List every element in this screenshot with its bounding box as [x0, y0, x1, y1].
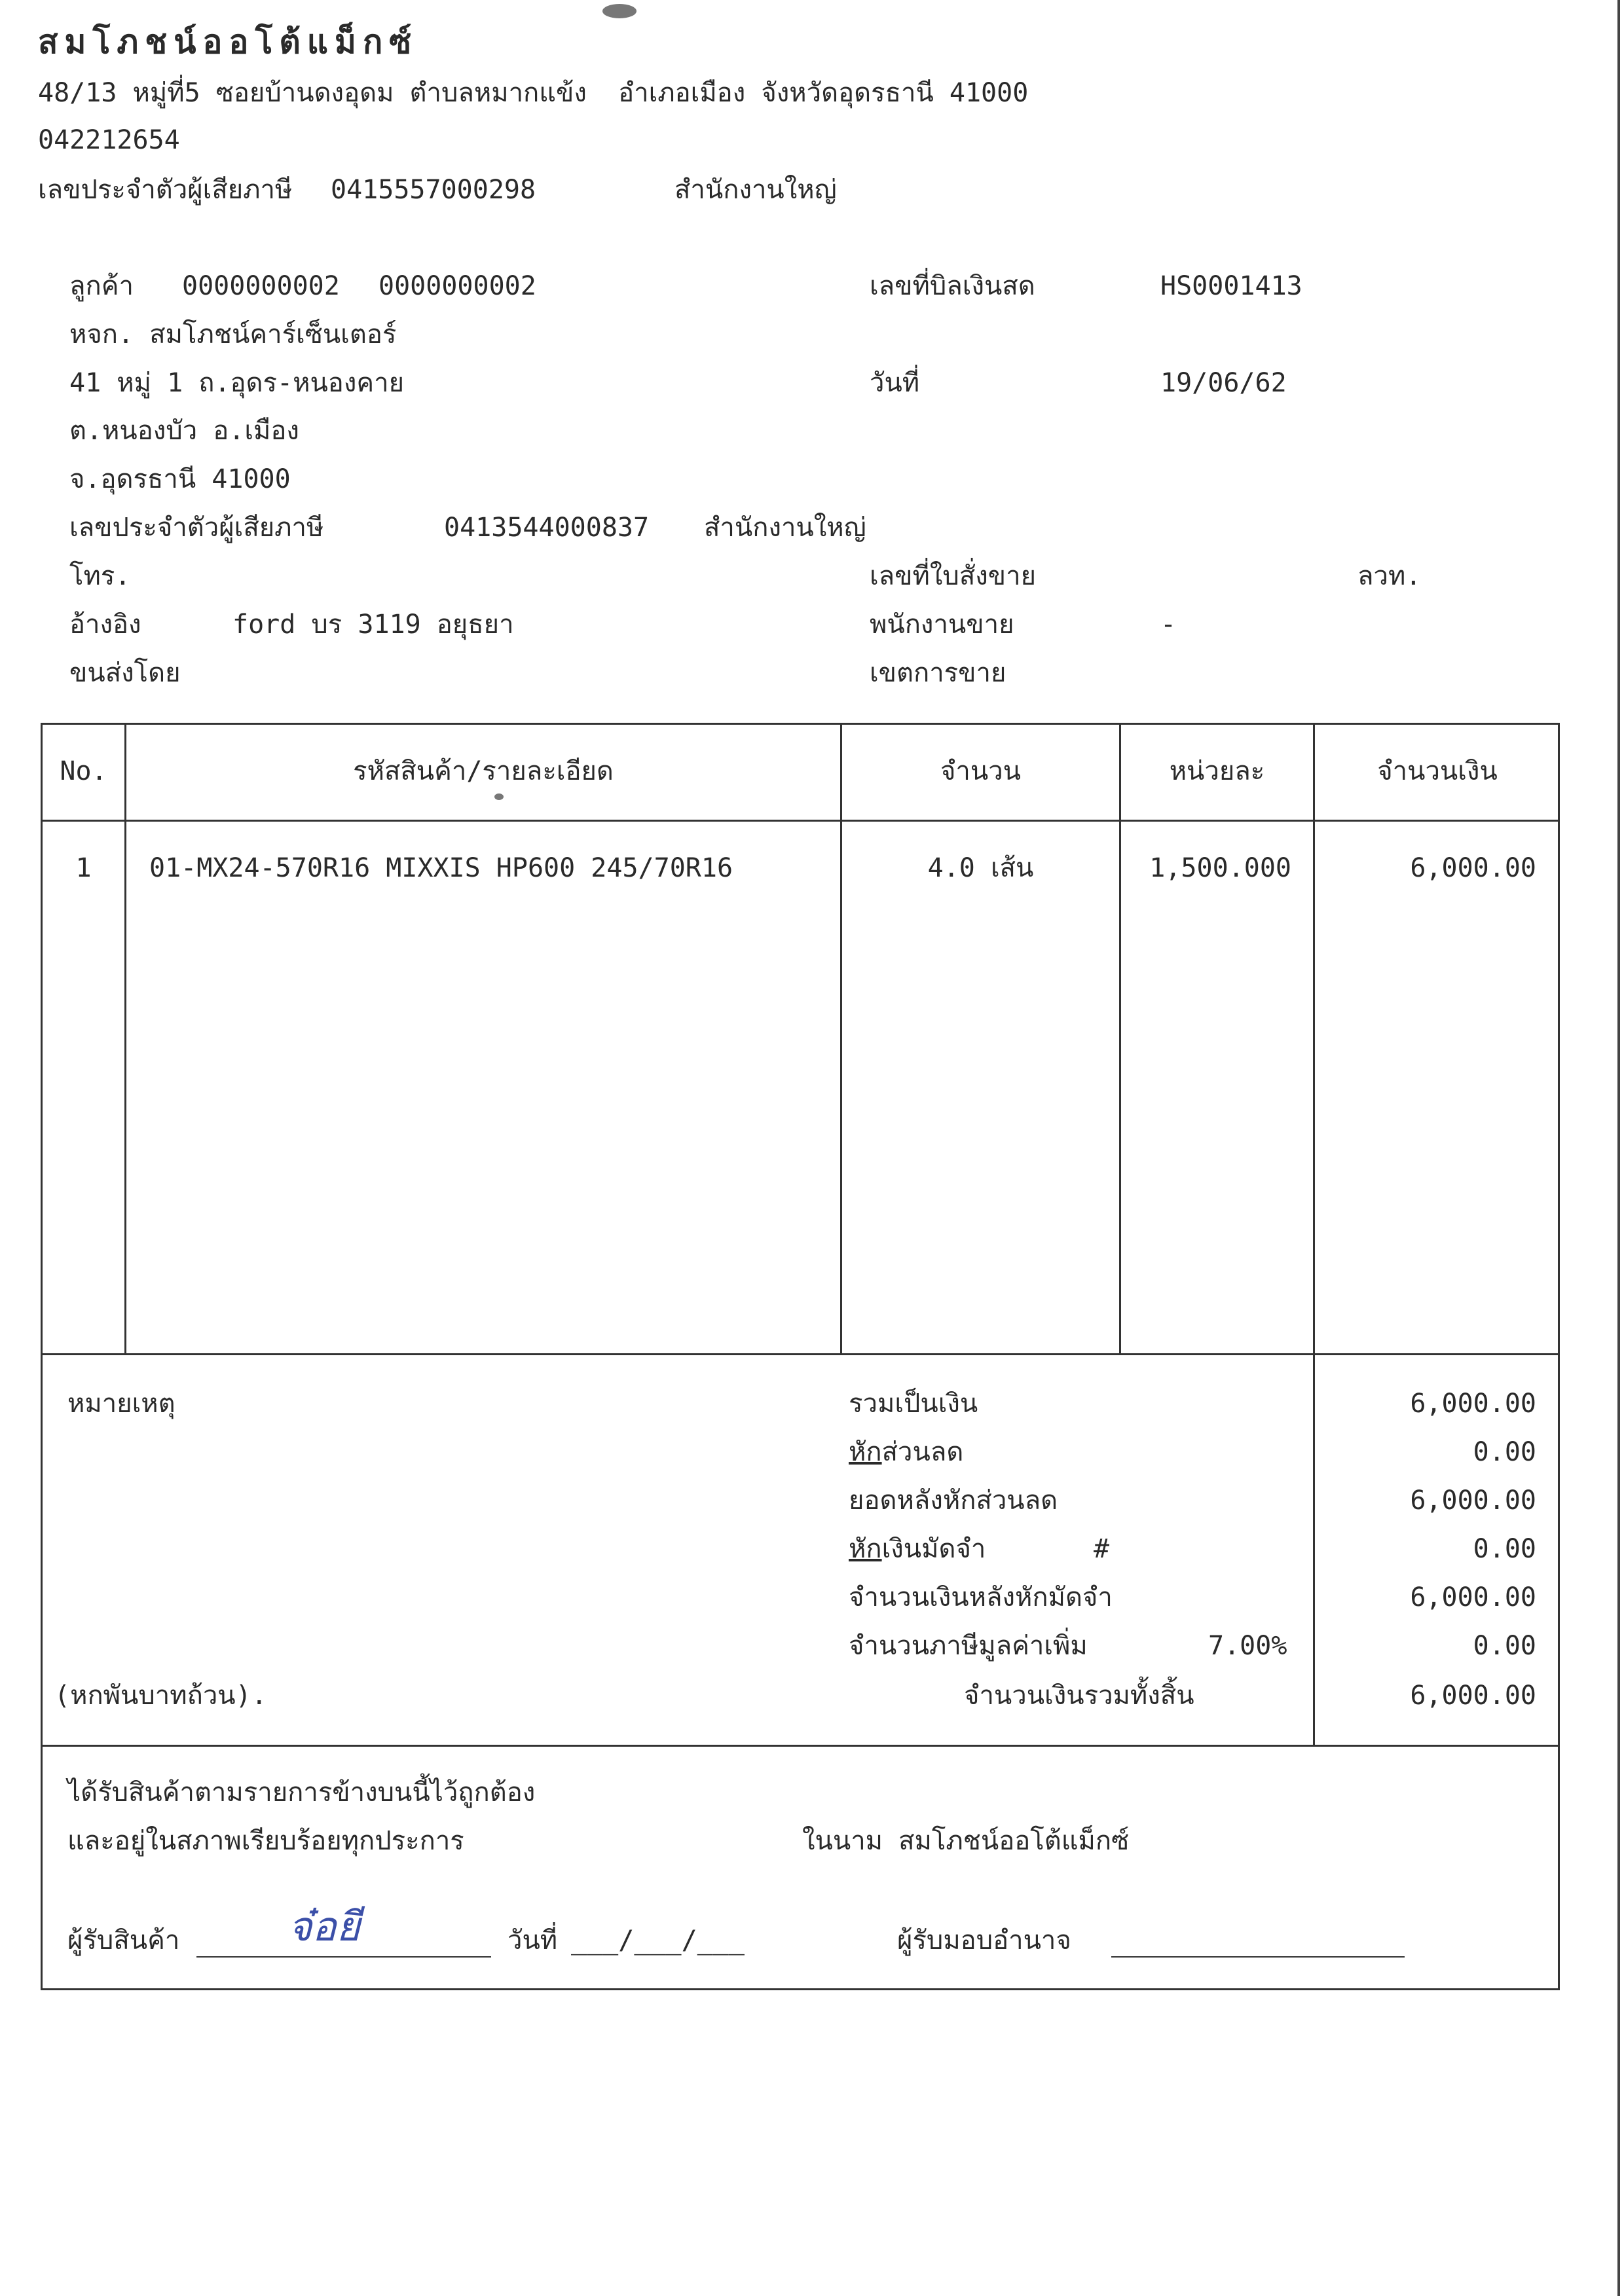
- company-address: 48/13 หมู่ที่5 ซอยบ้านดงอุดม ตำบลหมากแข้ง อำเภอเมือง จังหวัดอุดรธานี 41000: [38, 78, 1029, 108]
- amount-in-words: (หกพันบาทถ้วน).: [54, 1681, 267, 1711]
- received-statement-2: และอยู่ในสภาพเรียบร้อยทุกประการ: [67, 1826, 464, 1856]
- deposit-value: 0.00: [1473, 1534, 1536, 1564]
- bill-no-value: HS0001413: [1160, 271, 1302, 301]
- receiver-label: ผู้รับสินค้า: [67, 1925, 180, 1956]
- footer-bottom-border: [41, 1988, 1560, 1990]
- reference-label: อ้างอิง: [69, 610, 141, 640]
- header-description: รหัสสินค้า/รายละเอียด: [353, 756, 614, 786]
- subtotal-value: 6,000.00: [1410, 1389, 1536, 1419]
- bill-date-label: วันที่: [870, 368, 920, 398]
- customer-code-2: 0000000002: [378, 271, 536, 301]
- customer-tax-id: 0413544000837: [444, 513, 650, 543]
- customer-address-1: 41 หมู่ 1 ถ.อุดร-หนองคาย: [69, 368, 405, 398]
- vat-rate: 7.00%: [1208, 1631, 1287, 1661]
- customer-code-1: 0000000002: [182, 271, 340, 301]
- subtotal-label: รวมเป็นเงิน: [849, 1389, 978, 1419]
- deposit-mark: #: [1094, 1534, 1110, 1564]
- row-no: 1: [75, 853, 92, 883]
- sales-area-label: เขตการขาย: [870, 658, 1006, 688]
- column-divider: [1313, 723, 1315, 1355]
- footer-left-border: [41, 1745, 43, 1990]
- summary-right-border: [1558, 1354, 1560, 1747]
- after-discount-label: ยอดหลังหักส่วนลด: [849, 1485, 1058, 1516]
- header-quantity: จำนวน: [940, 756, 1022, 786]
- bill-no-label: เลขที่บิลเงินสด: [870, 271, 1035, 301]
- scan-mark: [602, 4, 637, 18]
- on-behalf-of: ในนาม สมโภชน์ออโต้แม็กซ์: [802, 1826, 1130, 1856]
- company-branch: สำนักงานใหญ่: [674, 175, 837, 205]
- grand-total-label: จำนวนเงินรวมทั้งสิ้น: [964, 1681, 1194, 1711]
- discount-label: หักส่วนลด: [849, 1437, 964, 1467]
- note-label: หมายเหตุ: [67, 1389, 175, 1419]
- company-tax-id: 0415557000298: [331, 175, 536, 205]
- column-divider: [840, 723, 842, 1355]
- column-divider: [1119, 723, 1121, 1355]
- row-description: 01-MX24-570R16 MIXXIS HP600 245/70R16: [149, 853, 733, 883]
- row-unit-price: 1,500.000: [1149, 853, 1291, 883]
- vat-value: 0.00: [1473, 1631, 1536, 1661]
- after-discount-value: 6,000.00: [1410, 1485, 1536, 1516]
- row-amount: 6,000.00: [1410, 853, 1536, 883]
- sales-order-label: เลขที่ใบสั่งขาย: [870, 561, 1037, 591]
- scan-page-edge: [1617, 0, 1620, 2296]
- table-header-divider: [41, 820, 1560, 822]
- reference-value: ford บร 3119 อยุธยา: [232, 610, 514, 640]
- company-phone: 042212654: [38, 125, 180, 155]
- customer-address-3: จ.อุดรธานี 41000: [69, 464, 291, 494]
- items-table: [41, 723, 1560, 1355]
- phone-label: โทร.: [69, 561, 131, 591]
- after-deposit-value: 6,000.00: [1410, 1582, 1536, 1613]
- company-tax-label: เลขประจำตัวผู้เสียภาษี: [38, 175, 293, 205]
- vat-label: จำนวนภาษีมูลค่าเพิ่ม: [849, 1631, 1088, 1661]
- customer-tax-label: เลขประจำตัวผู้เสียภาษี: [69, 513, 324, 543]
- authorized-signature-line: [1111, 1956, 1405, 1958]
- header-unit-price: หน่วยละ: [1169, 756, 1265, 786]
- salesperson-label: พนักงานขาย: [870, 610, 1014, 640]
- receipt-date-blank: ___/___/___: [571, 1925, 745, 1956]
- column-divider: [124, 723, 126, 1355]
- deduct-prefix: หัก: [849, 1534, 882, 1564]
- summary-bottom-border: [41, 1745, 1560, 1747]
- authorized-label: ผู้รับมอบอำนาจ: [897, 1925, 1071, 1956]
- receiver-signature-line: [196, 1956, 491, 1958]
- discount-value: 0.00: [1473, 1437, 1536, 1467]
- header-amount: จำนวนเงิน: [1377, 756, 1498, 786]
- receiver-signature: จ๋อยี: [288, 1903, 360, 1950]
- customer-address-2: ต.หนองบัว อ.เมือง: [69, 416, 299, 446]
- sales-order-value: ลวท.: [1357, 561, 1422, 591]
- customer-label: ลูกค้า: [69, 271, 134, 301]
- scan-speck: [494, 793, 504, 800]
- shipping-label: ขนส่งโดย: [69, 658, 181, 688]
- received-statement-1: ได้รับสินค้าตามรายการข้างบนนี้ไว้ถูกต้อง: [67, 1777, 536, 1808]
- footer-right-border: [1558, 1745, 1560, 1990]
- deposit-label: หักเงินมัดจำ: [849, 1534, 986, 1564]
- row-quantity: 4.0 เส้น: [927, 853, 1034, 883]
- salesperson-value: -: [1160, 610, 1177, 640]
- grand-total-value: 6,000.00: [1410, 1681, 1536, 1711]
- deduct-prefix: หัก: [849, 1437, 882, 1467]
- summary-left-border: [41, 1354, 43, 1747]
- after-deposit-label: จำนวนเงินหลังหักมัดจำ: [849, 1582, 1113, 1613]
- header-no: No.: [60, 756, 107, 786]
- receipt-date-label: วันที่: [507, 1925, 558, 1956]
- customer-name: หจก. สมโภชน์คาร์เซ็นเตอร์: [69, 319, 397, 350]
- customer-branch: สำนักงานใหญ่: [704, 513, 866, 543]
- bill-date-value: 19/06/62: [1160, 368, 1287, 398]
- company-name: สมโภชน์ออโต้แม็กซ์: [38, 23, 418, 61]
